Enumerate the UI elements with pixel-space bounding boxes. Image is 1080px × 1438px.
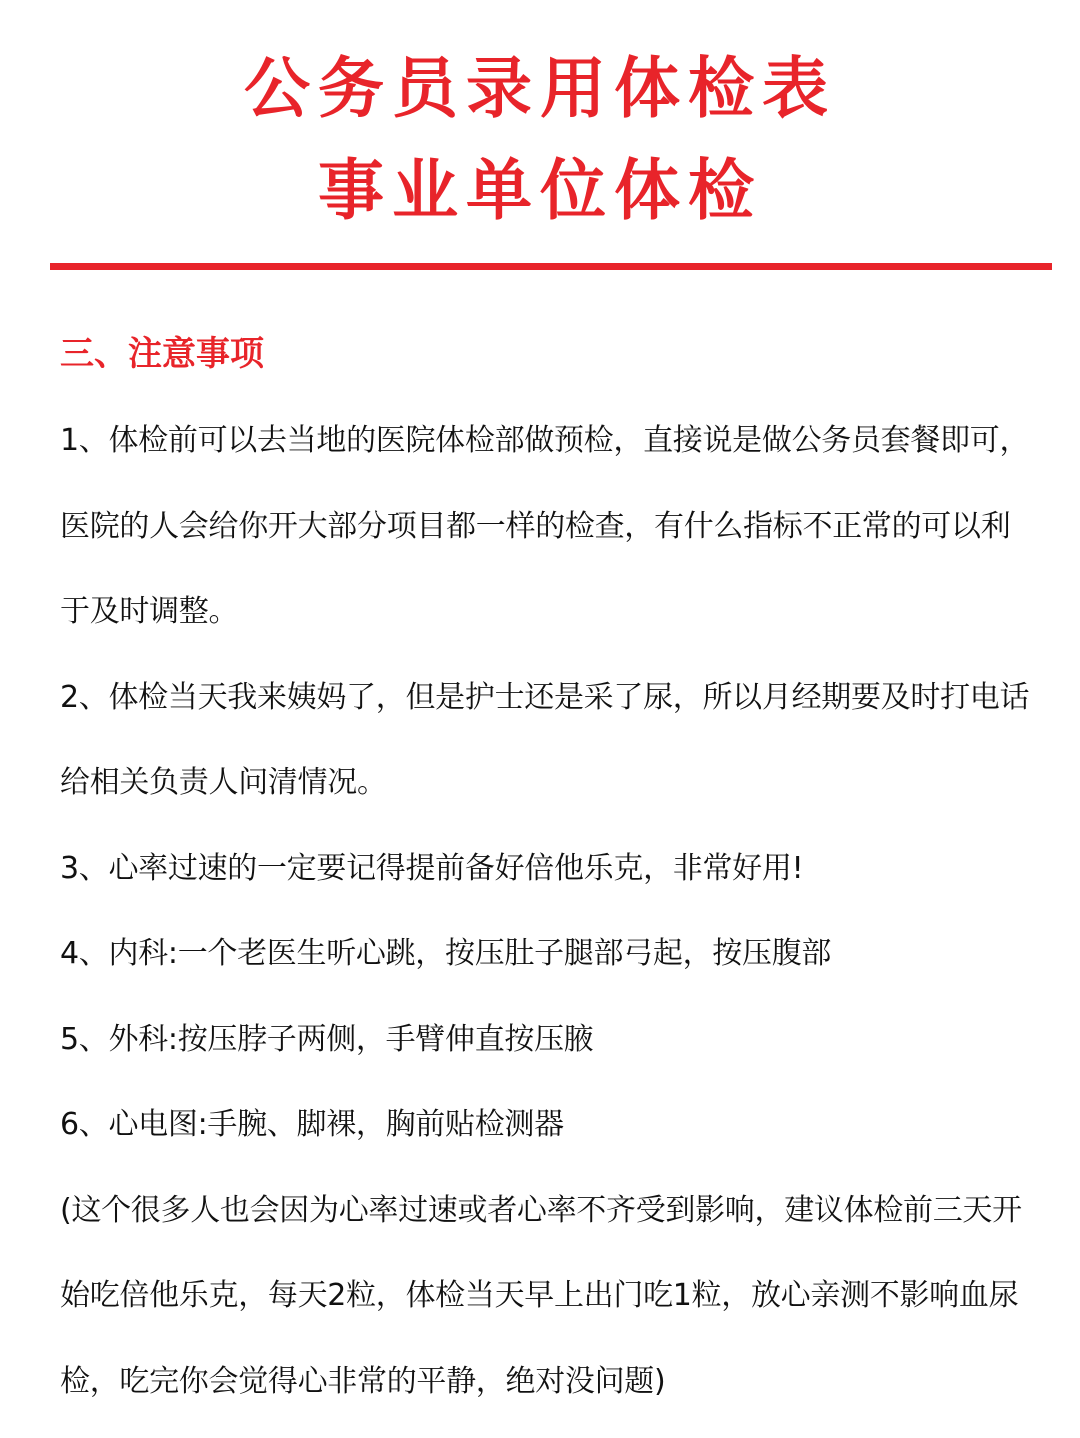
note-item-3: 3、心率过速的一定要记得提前备好倍他乐克，非常好用!: [60, 850, 804, 886]
page-title-line-2: 事业单位体检: [318, 151, 762, 229]
note-item-2: 2、体检当天我来姨妈了，但是护士还是采了尿，所以月经期要及时打电话给相关负责人问清情况。: [60, 679, 1030, 800]
title-divider: [50, 263, 1052, 270]
note-item-5: 5、外科:按压脖子两侧，手臂伸直按压腋: [60, 1021, 594, 1057]
note-item-1: 1、体检前可以去当地的医院体检部做预检，直接说是做公务员套餐即可，医院的人会给你开大部分项目都一样的检查，有什么指标不正常的可以利于及时调整。: [60, 423, 1030, 629]
page-title-line-1: 公务员录用体检表: [244, 49, 836, 127]
section-heading: 三、注意事项: [60, 334, 264, 374]
notes-list: [60, 398, 1030, 1424]
note-item-6: 6、心电图:手腕、脚裸，胸前贴检测器: [60, 1107, 564, 1142]
note-item-6-remark: (这个很多人也会因为心率过速或者心率不齐受到影响，建议体检前三天开始吃倍他乐克，每天2粒，体检当天早上出门吃1粒，放心亲测不影响血尿检，吃完你会觉得心非常的平静，绝对没问题): [60, 1192, 1022, 1399]
note-item-4: 4、内科:一个老医生听心跳，按压肚子腿部弓起，按压腹部: [60, 936, 832, 971]
